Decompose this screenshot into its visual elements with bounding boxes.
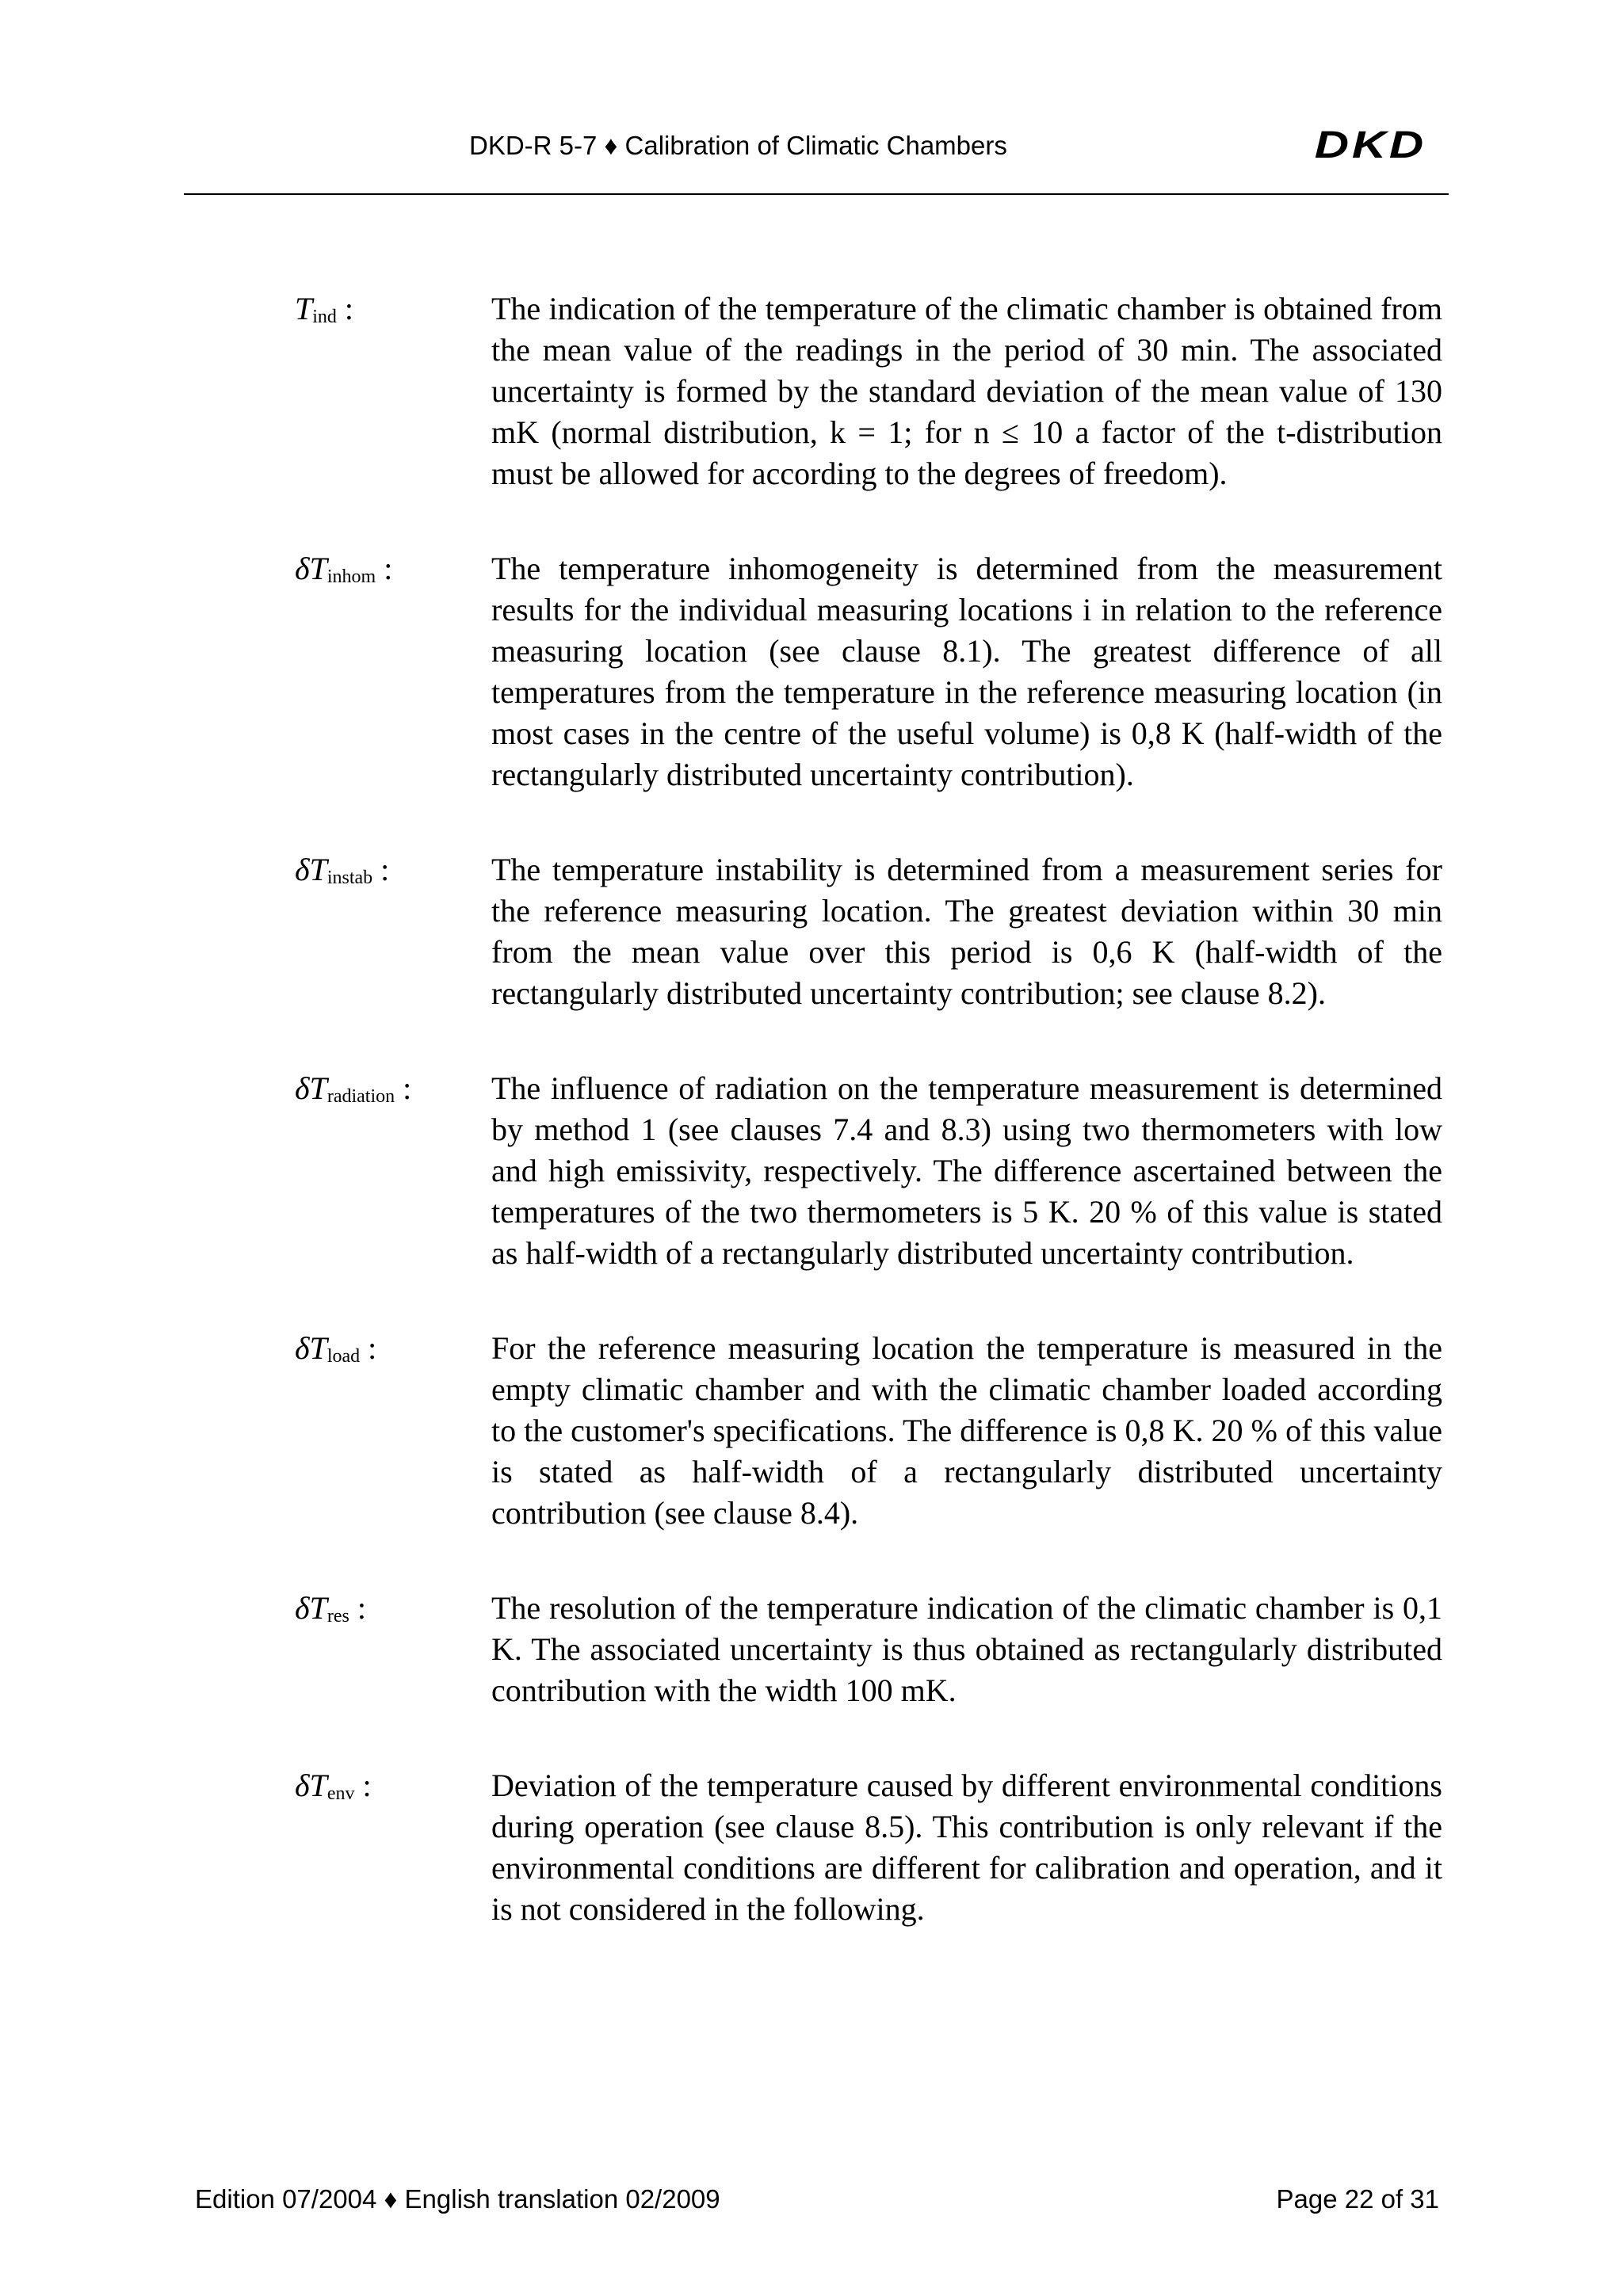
definition-list [295, 288, 1442, 1930]
symbol-delta-t-load: $\delta T_{load}$ : [295, 1330, 377, 1367]
definition-entry-ind [295, 288, 1442, 494]
symbol-t-ind: $T_{ind}$ : [295, 291, 354, 327]
definition-entry-env [295, 1765, 1442, 1930]
header-divider [184, 193, 1449, 195]
definition-entry-res [295, 1588, 1442, 1711]
footer-edition: Edition 07/2004 ♦ English translation 02/2009 [195, 2184, 720, 2214]
definition-text: For the reference measuring location the temperature is measured in the empty climatic chamber and with the climatic chamber loaded according to the customer's specifications. The difference is 0,8 K. 20 % of this value is stated as half-width of a rectangularly distributed uncertainty contribution (see clause 8.4). [491, 1330, 1442, 1531]
symbol-delta-t-radiation: $\delta T_{radiation}$ : [295, 1070, 412, 1107]
header-title: DKD-R 5-7 ♦ Calibration of Climatic Chambers [469, 131, 1007, 160]
footer-page-number: Page 22 of 31 [1276, 2184, 1439, 2214]
definition-text: The temperature inhomogeneity is determined from the measurement results for the individual measuring locations i in relation to the reference measuring location (see clause 8.1). The greatest difference of all temperatures from the temperature in the reference measuring location (in most cases in the centre of the useful volume) is 0,8 K (half-width of the rectangularly distributed uncertainty contribution). [491, 551, 1442, 792]
page-header [184, 124, 1449, 173]
dkd-logo: DKD [1314, 124, 1426, 166]
definition-entry-load [295, 1328, 1442, 1534]
definition-text: The influence of radiation on the temperature measurement is determined by method 1 (see clauses 7.4 and 8.3) using two thermometers with low and high emissivity, respectively. The difference ascertained between the temperatures of the two thermometers is 5 K. 20 % of this value is stated as half-width of a rectangularly distributed uncertainty contribution. [491, 1070, 1442, 1271]
definition-text: The temperature instability is determined from a measurement series for the reference measuring location. The greatest deviation within 30 min from the mean value over this period is 0,6 K (half-width of the rectangularly distributed uncertainty contribution; see clause 8.2). [491, 852, 1442, 1011]
symbol-delta-t-inhom: $\delta T_{inhom}$ : [295, 551, 393, 587]
definition-entry-instab [295, 849, 1442, 1014]
definition-text: The indication of the temperature of the climatic chamber is obtained from the mean value of the readings in the period of 30 min. The associated uncertainty is formed by the standard deviation of the mean value of 130 mK (normal distribution, k = 1; for n ≤ 10 a factor of the t-distribution must be allowed for according to the degrees of freedom). [491, 291, 1442, 491]
definition-text: Deviation of the temperature caused by different environmental conditions during operation (see clause 8.5). This contribution is only relevant if the environmental conditions are different for calibration and operation, and it is not considered in the following. [491, 1768, 1442, 1927]
symbol-delta-t-env: $\delta T_{env}$ : [295, 1768, 372, 1804]
symbol-delta-t-instab: $\delta T_{instab}$ : [295, 852, 390, 888]
symbol-delta-t-res: $\delta T_{res}$ : [295, 1590, 366, 1627]
definition-entry-inhom [295, 548, 1442, 795]
definition-text: The resolution of the temperature indication of the climatic chamber is 0,1 K. The associated uncertainty is thus obtained as rectangularly distributed contribution with the width 100 mK. [491, 1590, 1442, 1708]
definition-entry-radiation [295, 1068, 1442, 1274]
